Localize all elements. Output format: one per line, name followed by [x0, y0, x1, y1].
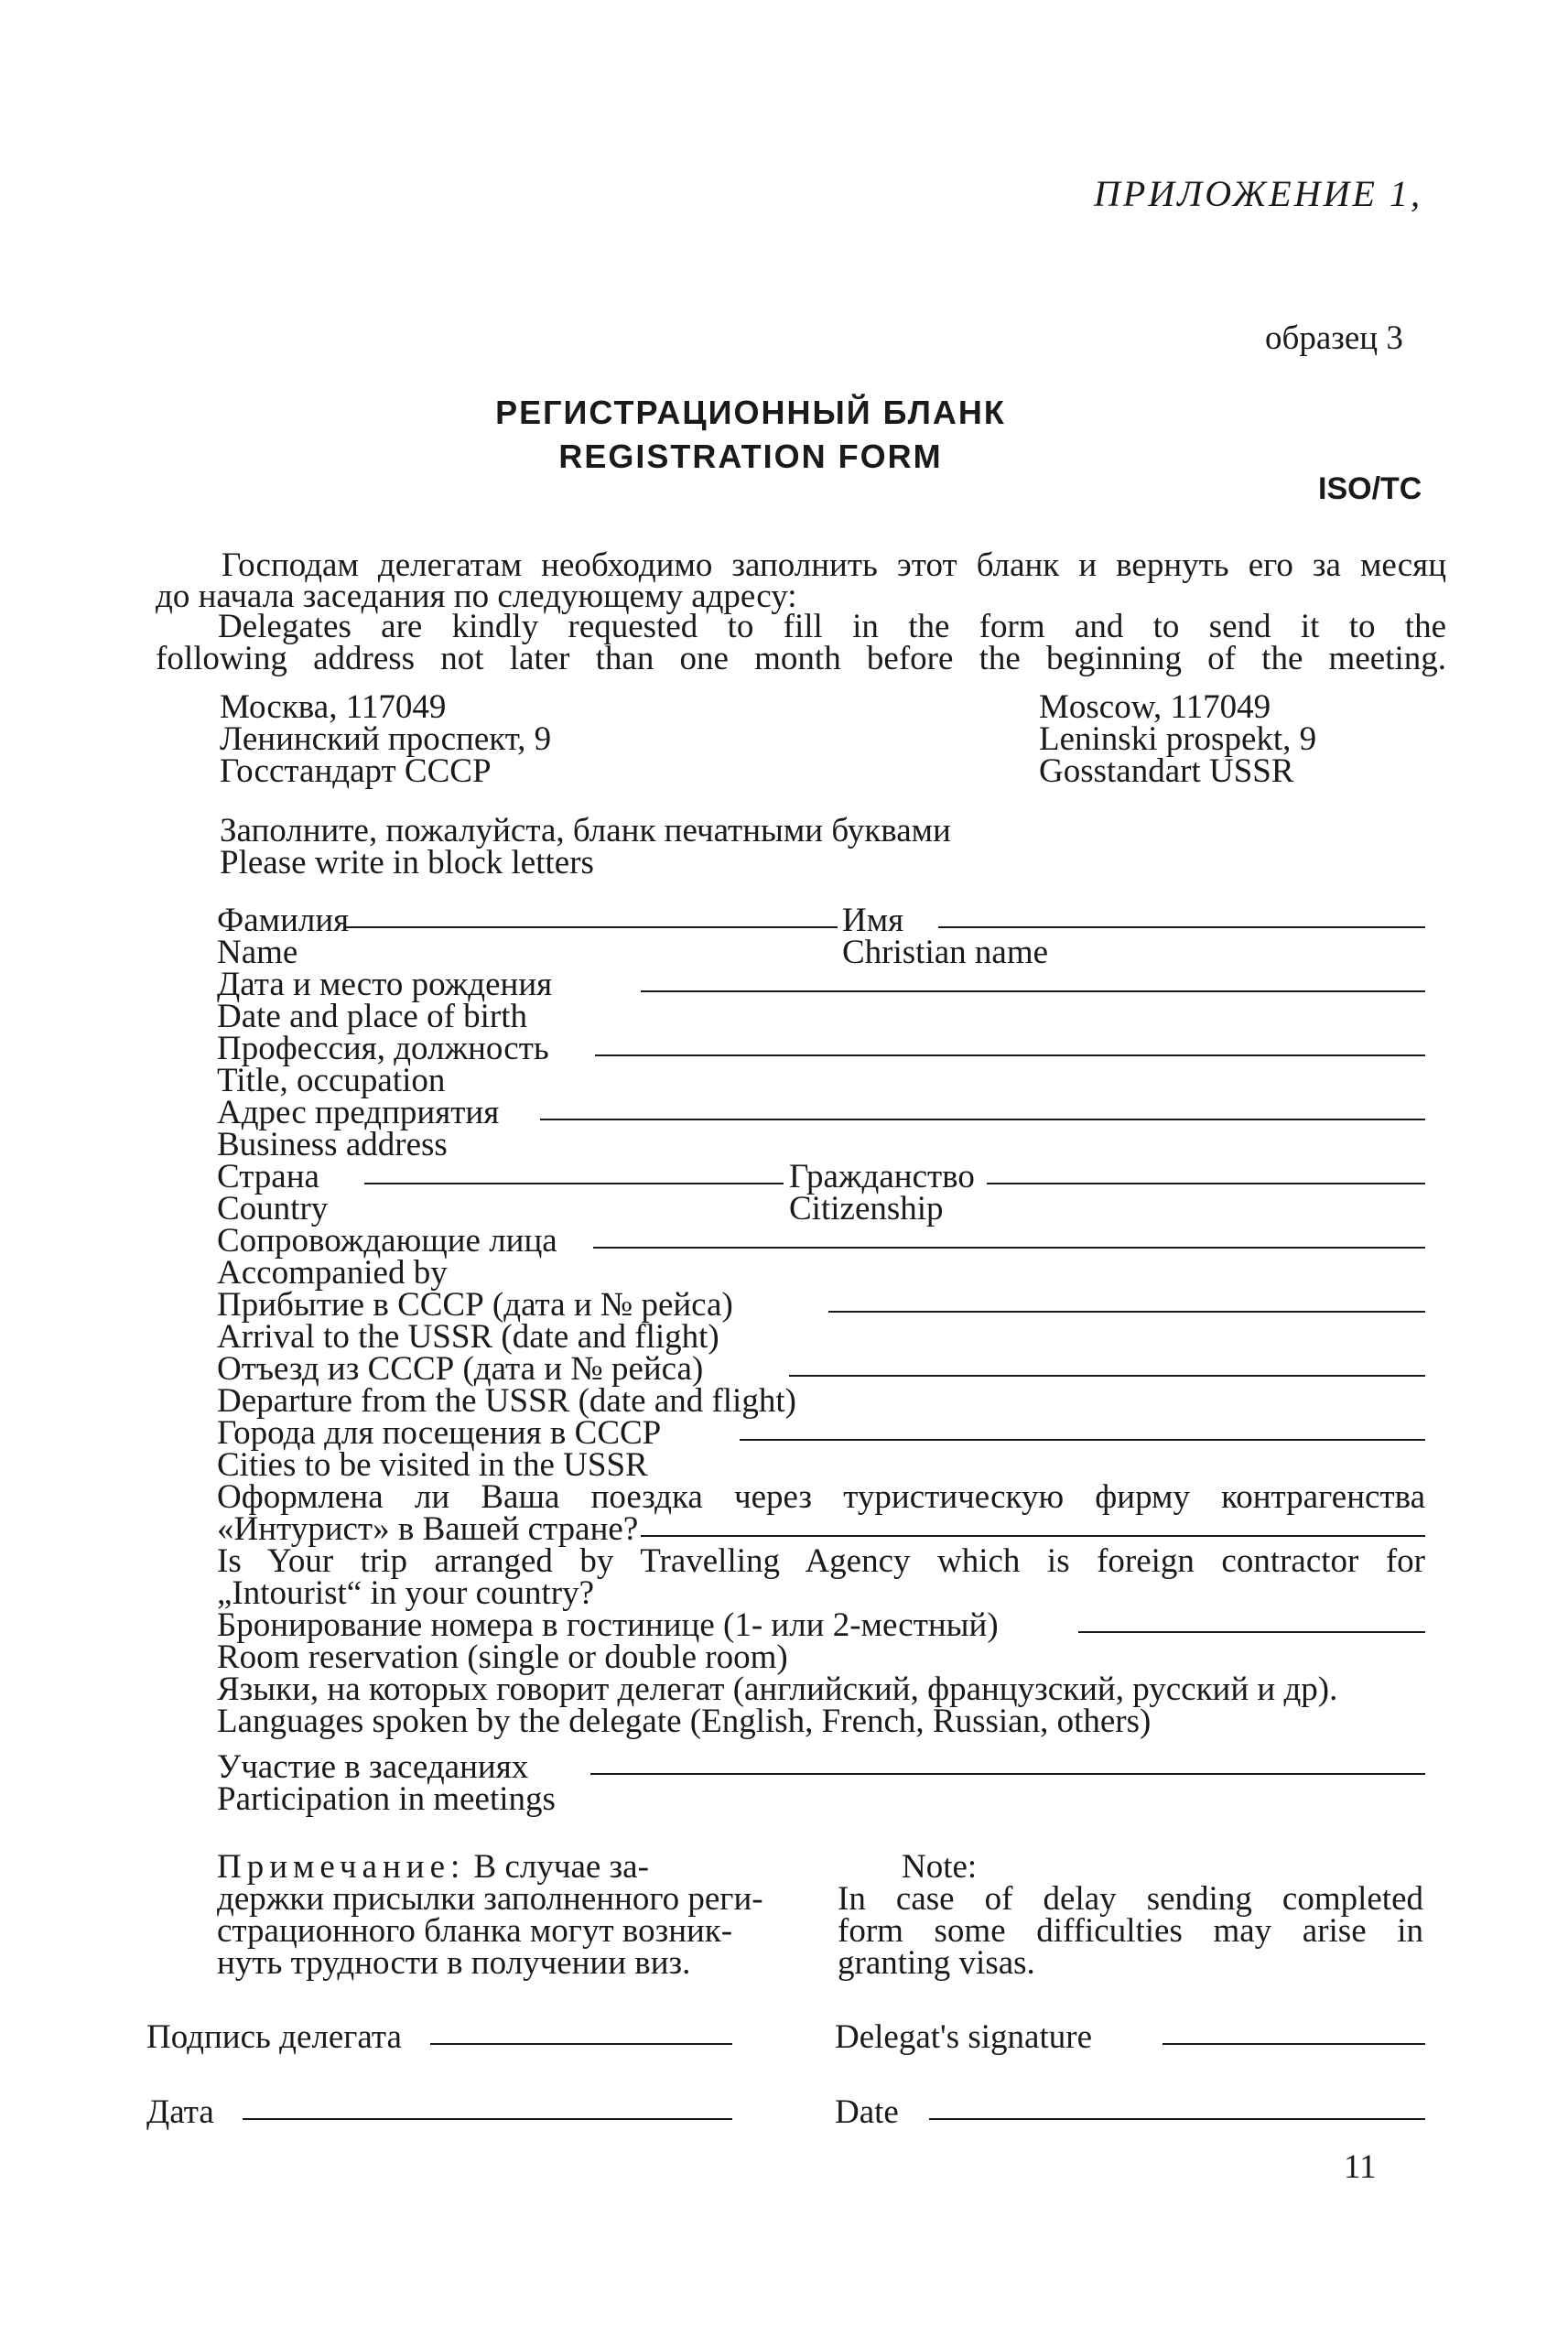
- country-label-en: Country: [217, 1190, 329, 1227]
- citizenship-label-ru: Гражданство: [789, 1158, 975, 1195]
- note-ru-line1: В случае за-: [473, 1848, 649, 1886]
- committee-label: ISO/TC: [1318, 471, 1422, 506]
- departure-input-line[interactable]: [789, 1375, 1425, 1377]
- note-en-line2: form some difficulties may arise in: [838, 1912, 1423, 1950]
- signature-en-input-line[interactable]: [1162, 2043, 1425, 2045]
- trip-answer-input-line[interactable]: [641, 1535, 1425, 1537]
- title-russian: РЕГИСТРАЦИОННЫЙ БЛАНК: [495, 394, 1006, 431]
- occupation-input-line[interactable]: [595, 1054, 1425, 1056]
- room-label-ru: Бронирование номера в гостинице (1- или 2-местный): [217, 1606, 999, 1644]
- participation-label-ru: Участие в заседаниях: [217, 1748, 529, 1786]
- date-ru-input-line[interactable]: [243, 2118, 732, 2120]
- departure-label-en: Departure from the USSR (date and flight): [217, 1382, 796, 1420]
- languages-label-en: Languages spoken by the delegate (English, French, Russian, others): [217, 1703, 1152, 1740]
- signature-label-en: Delegat's signature: [835, 2018, 1092, 2056]
- trip-question-ru-line1: Оформлена ли Ваша поездка через туристическую фирму контрагенства: [217, 1478, 1425, 1516]
- signature-label-ru: Подпись делегата: [146, 2018, 402, 2056]
- arrival-input-line[interactable]: [828, 1311, 1425, 1313]
- cities-input-line[interactable]: [740, 1439, 1425, 1441]
- name-label-ru: Имя: [842, 902, 904, 939]
- name-label-en: Christian name: [842, 934, 1049, 971]
- business-address-label-ru: Адрес предприятия: [217, 1094, 500, 1131]
- note-en-line3: granting visas.: [838, 1944, 1035, 1982]
- arrival-label-ru: Прибытие в СССР (дата и № рейса): [217, 1286, 733, 1324]
- birth-label-en: Date and place of birth: [217, 998, 528, 1035]
- accompanied-label-ru: Сопровождающие лица: [217, 1222, 557, 1260]
- citizenship-label-en: Citizenship: [789, 1190, 944, 1227]
- business-address-input-line[interactable]: [540, 1119, 1425, 1120]
- signature-ru-input-line[interactable]: [430, 2043, 732, 2045]
- instructions-ru-line2: до начала заседания по следующему адресу:: [156, 578, 797, 615]
- birth-input-line[interactable]: [641, 990, 1425, 992]
- title-english: REGISTRATION FORM: [558, 438, 943, 475]
- note-ru-line3: страционного бланка могут возник-: [217, 1912, 733, 1950]
- address-en-org: Gosstandart USSR: [1039, 752, 1294, 790]
- trip-question-ru-line2: «Интурист» в Вашей стране?: [217, 1510, 639, 1548]
- country-input-line[interactable]: [364, 1183, 784, 1184]
- participation-label-en: Participation in meetings: [217, 1780, 556, 1818]
- note-en-line1: In case of delay sending completed: [838, 1880, 1423, 1918]
- instructions-ru-line1: Господам делегатам необходимо заполнить этот бланк и вернуть его за месяц: [222, 546, 1446, 584]
- address-en-street: Leninski prospekt, 9: [1039, 720, 1317, 758]
- block-letters-en: Please write in block letters: [220, 844, 594, 881]
- address-ru-org: Госстандарт СССР: [220, 752, 492, 790]
- occupation-label-ru: Профессия, должность: [217, 1030, 549, 1067]
- note-ru-line2: держки присылки заполненного реги-: [217, 1880, 763, 1918]
- occupation-label-en: Title, occupation: [217, 1062, 446, 1099]
- room-input-line[interactable]: [1078, 1631, 1425, 1633]
- accompanied-label-en: Accompanied by: [217, 1254, 448, 1292]
- birth-label-ru: Дата и место рождения: [217, 966, 553, 1003]
- business-address-label-en: Business address: [217, 1126, 448, 1163]
- instructions-en-line1: Delegates are kindly requested to fill in the form and to send it to the: [218, 608, 1446, 645]
- surname-input-line[interactable]: [343, 926, 838, 928]
- date-label-en: Date: [835, 2093, 899, 2131]
- surname-label-en: Name: [217, 934, 298, 971]
- accompanied-input-line[interactable]: [593, 1247, 1425, 1249]
- surname-label-ru: Фамилия: [217, 902, 350, 939]
- departure-label-ru: Отъезд из СССР (дата и № рейса): [217, 1350, 704, 1388]
- room-label-en: Room reservation (single or double room): [217, 1638, 788, 1676]
- address-en-city: Moscow, 117049: [1039, 688, 1271, 726]
- note-en-label: Note:: [902, 1848, 978, 1886]
- languages-label-ru: Языки, на которых говорит делегат (английский, французский, русский и др).: [217, 1671, 1338, 1708]
- trip-question-en-line2: „Intourist“ in your country?: [217, 1574, 595, 1612]
- date-en-input-line[interactable]: [929, 2118, 1425, 2120]
- cities-label-en: Cities to be visited in the USSR: [217, 1446, 648, 1484]
- note-ru-line4: нуть трудности в получении виз.: [217, 1944, 691, 1982]
- sample-label: образец 3: [1265, 319, 1403, 357]
- arrival-label-en: Arrival to the USSR (date and flight): [217, 1318, 719, 1356]
- date-label-ru: Дата: [146, 2093, 214, 2131]
- citizenship-input-line[interactable]: [987, 1183, 1425, 1184]
- note-ru-label: Примечание:: [217, 1848, 466, 1886]
- trip-question-en-line1: Is Your trip arranged by Travelling Agency which is foreign contractor for: [217, 1542, 1425, 1580]
- address-ru-city: Москва, 117049: [220, 688, 447, 726]
- first-name-input-line[interactable]: [938, 926, 1425, 928]
- instructions-en-line2: following address not later than one month before the beginning of the meeting.: [156, 640, 1446, 677]
- participation-input-line[interactable]: [590, 1773, 1425, 1775]
- page-number: 11: [1344, 2148, 1377, 2186]
- block-letters-ru: Заполните, пожалуйста, бланк печатными буквами: [220, 812, 951, 849]
- country-label-ru: Страна: [217, 1158, 319, 1195]
- address-ru-street: Ленинский проспект, 9: [220, 720, 552, 758]
- appendix-label: ПРИЛОЖЕНИЕ 1,: [1094, 173, 1422, 214]
- cities-label-ru: Города для посещения в СССР: [217, 1414, 662, 1452]
